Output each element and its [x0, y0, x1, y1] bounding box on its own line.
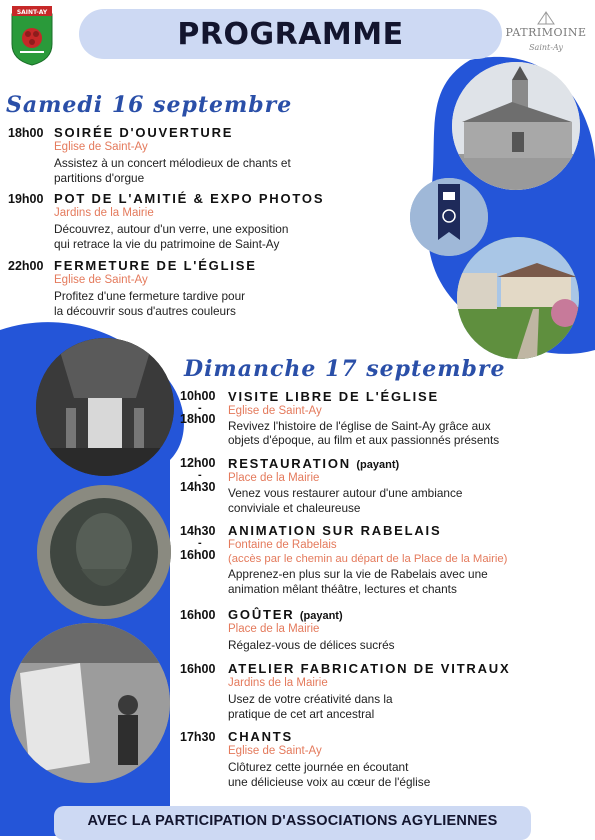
- event-description: objets d'époque, au film et aux passionnés présents: [228, 433, 500, 447]
- event-location: Fontaine de Rabelais: [228, 539, 337, 551]
- event-name: ATELIER FABRICATION DE VITRAUX: [228, 661, 511, 676]
- event-name: GOÛTER (payant): [228, 607, 343, 622]
- heritage-banner-photo: [410, 178, 488, 256]
- event-time: 19h00: [8, 192, 44, 206]
- event-location: Place de la Mairie: [228, 623, 320, 635]
- event-description: Apprenez-en plus sur la vie de Rabelais avec une: [228, 567, 488, 581]
- event-location: Jardins de la Mairie: [54, 207, 154, 219]
- footer-text: AVEC LA PARTICIPATION D'ASSOCIATIONS AGYLIENNES: [87, 813, 498, 829]
- footer-banner: [54, 806, 531, 840]
- event-time-end: 14h30: [180, 480, 216, 494]
- event-note: (payant): [299, 610, 343, 622]
- event-description: Assistez à un concert mélodieux de chants et: [54, 156, 291, 170]
- event-description: animation mêlant théâtre, lectures et chants: [228, 582, 457, 596]
- time-separator: -: [198, 402, 202, 414]
- historic-event-photo: [10, 623, 170, 783]
- event-location: Jardins de la Mairie: [228, 677, 328, 689]
- church-photo: [452, 62, 580, 190]
- event-time-start: 10h00: [180, 389, 216, 403]
- event-name: RESTAURATION (payant): [228, 456, 400, 471]
- event-description: Profitez d'une fermeture tardive pour: [54, 289, 246, 303]
- event-description: une délicieuse voix au cœur de l'église: [228, 775, 431, 789]
- event-location-detail: (accès par le chemin au départ de la Place de la Mairie): [228, 553, 508, 565]
- event-description: pratique de cet art ancestral: [228, 707, 375, 721]
- event-name: CHANTS: [228, 729, 293, 744]
- church-interior-photo: [36, 338, 174, 476]
- heritage-icon: [536, 10, 556, 26]
- event-time-end: 16h00: [180, 548, 216, 562]
- event-location: Eglise de Saint-Ay: [228, 745, 322, 757]
- event-time-start: 12h00: [180, 456, 216, 470]
- event-description: Revivez l'histoire de l'église de Saint-Ay grâce aux: [228, 419, 491, 433]
- patrimoine-sub: Saint-Ay: [529, 43, 563, 52]
- event-location: Place de la Mairie: [228, 472, 320, 484]
- sunday-title: Dimanche 17 septembre: [184, 356, 506, 382]
- event-time: 17h30: [180, 730, 216, 744]
- event-name: ANIMATION SUR RABELAIS: [228, 523, 442, 538]
- time-separator: -: [198, 469, 202, 481]
- event-name: SOIRÉE D'OUVERTURE: [54, 125, 234, 140]
- event-time: 18h00: [8, 126, 44, 140]
- town-crest: [10, 6, 54, 66]
- event-time: 22h00: [8, 259, 44, 273]
- event-location: Eglise de Saint-Ay: [54, 274, 148, 286]
- event-description: la découvrir sous d'autres couleurs: [54, 304, 236, 318]
- event-description: Clôturez cette journée en écoutant: [228, 760, 409, 774]
- event-time: 16h00: [180, 662, 216, 676]
- patrimoine-logo: [500, 10, 592, 55]
- time-separator: -: [198, 537, 202, 549]
- event-time-start: 14h30: [180, 524, 216, 538]
- saturday-title: Samedi 16 septembre: [6, 92, 293, 118]
- event-note: (payant): [356, 459, 400, 471]
- event-description: Venez vous restaurer autour d'une ambiance: [228, 486, 463, 500]
- event-location: Eglise de Saint-Ay: [228, 405, 322, 417]
- page-title: PROGRAMME: [177, 16, 404, 52]
- event-time: 16h00: [180, 608, 216, 622]
- title-banner: [79, 9, 502, 59]
- event-description: conviviale et chaleureuse: [228, 501, 361, 515]
- rabelais-medallion-photo: [37, 485, 171, 619]
- event-name: VISITE LIBRE DE L'ÉGLISE: [228, 389, 439, 404]
- event-description: Régalez-vous de délices sucrés: [228, 638, 395, 652]
- mairie-garden-photo: [457, 237, 579, 359]
- event-description: partitions d'orgue: [54, 171, 145, 185]
- crest-label: SAINT-AY: [16, 9, 48, 16]
- event-name: FERMETURE DE L'ÉGLISE: [54, 258, 257, 273]
- event-description: Découvrez, autour d'un verre, une exposition: [54, 222, 289, 236]
- event-description: qui retrace la vie du patrimoine de Saint-Ay: [54, 237, 280, 251]
- patrimoine-label: PATRIMOINE: [505, 26, 587, 39]
- event-time-end: 18h00: [180, 412, 216, 426]
- event-name: POT DE L'AMITIÉ & EXPO PHOTOS: [54, 191, 325, 206]
- event-location: Eglise de Saint-Ay: [54, 141, 148, 153]
- event-description: Usez de votre créativité dans la: [228, 692, 393, 706]
